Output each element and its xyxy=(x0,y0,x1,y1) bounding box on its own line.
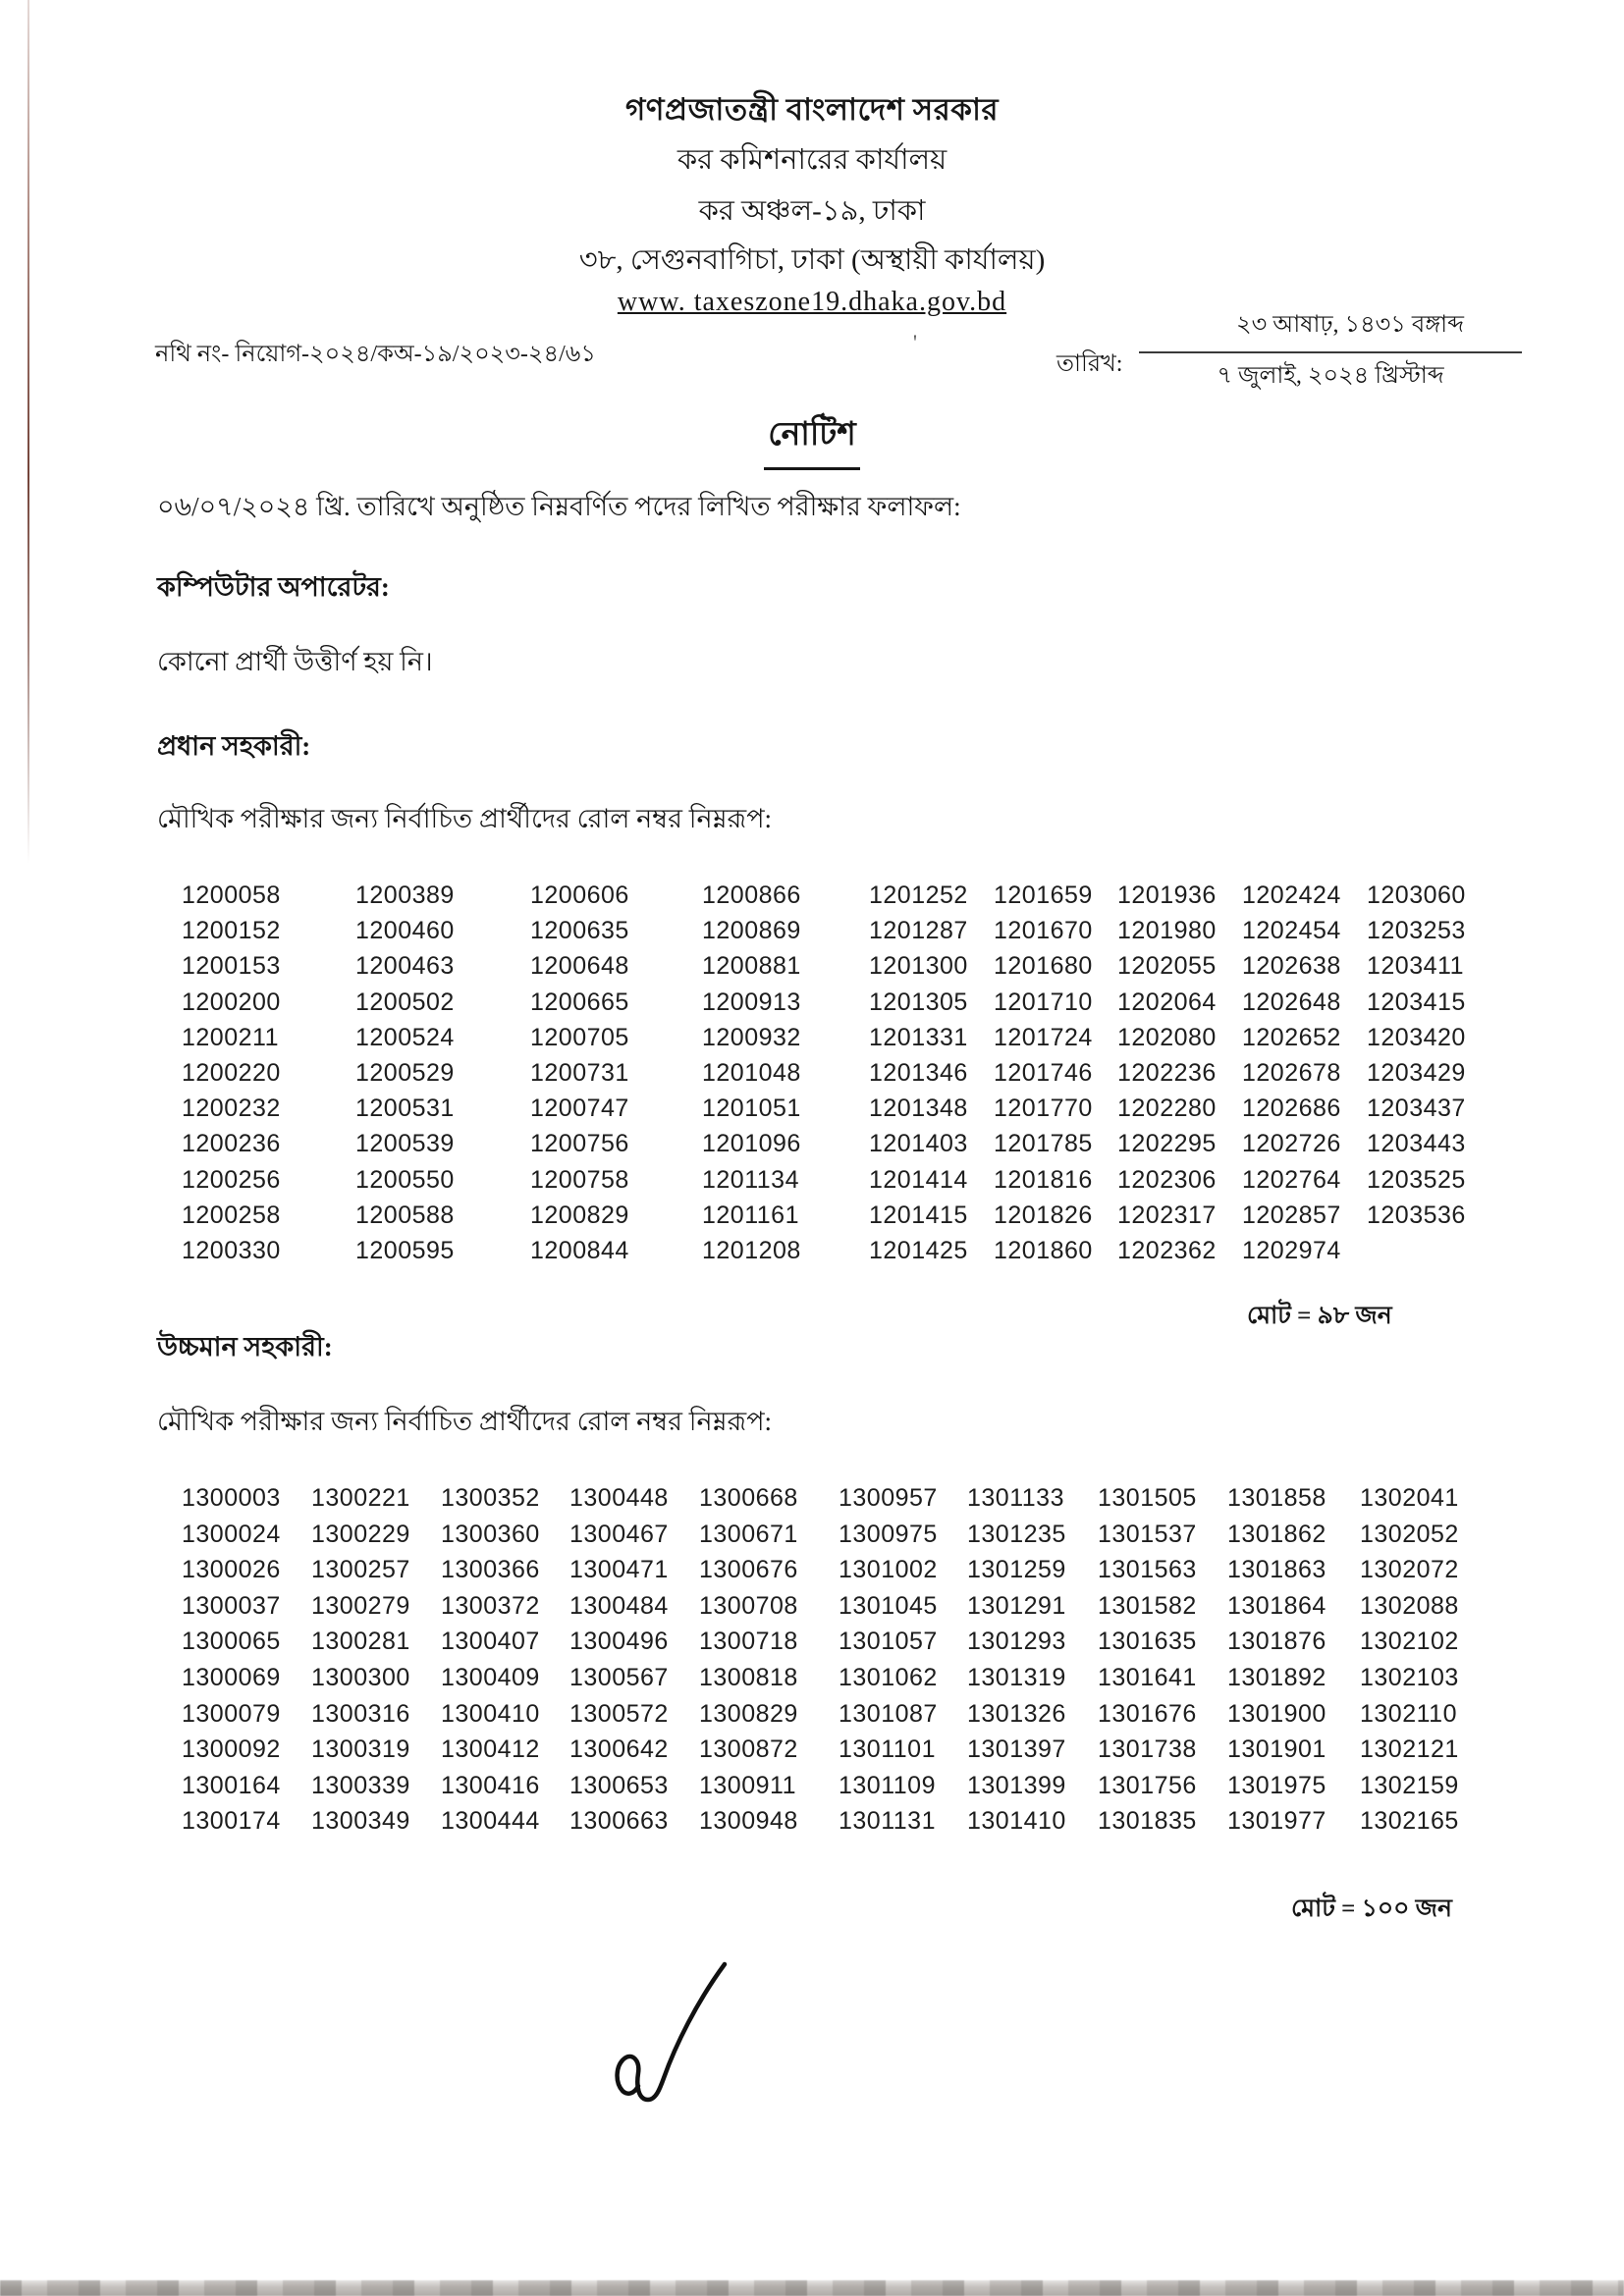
roll-number: 1300319 xyxy=(311,1735,410,1764)
roll-number: 1301862 xyxy=(1227,1520,1326,1548)
roll-number: 1300065 xyxy=(182,1628,281,1656)
section-heading-head-assistant: প্রধান সহকারী: xyxy=(157,731,311,761)
roll-number: 1202764 xyxy=(1242,1165,1341,1194)
roll-number: 1301537 xyxy=(1098,1520,1197,1548)
roll-number: 1300279 xyxy=(311,1591,410,1620)
roll-number: 1302041 xyxy=(1360,1484,1459,1512)
roll-number: 1200588 xyxy=(355,1201,455,1229)
roll-number: 1200058 xyxy=(182,881,281,909)
roll-number: 1301045 xyxy=(839,1591,938,1620)
roll-number: 1300829 xyxy=(699,1699,798,1728)
roll-number: 1300957 xyxy=(839,1484,938,1512)
roll-number: 1301977 xyxy=(1227,1807,1326,1836)
roll-number: 1301864 xyxy=(1227,1591,1326,1620)
roll-number: 1300003 xyxy=(182,1484,281,1512)
roll-number: 1300281 xyxy=(311,1628,410,1656)
roll-number: 1300069 xyxy=(182,1663,281,1691)
roll-number: 1300316 xyxy=(311,1699,410,1728)
roll-number: 1200913 xyxy=(702,988,801,1016)
roll-number: 1300407 xyxy=(441,1628,540,1656)
roll-number: 1203437 xyxy=(1367,1095,1466,1123)
roll-number: 1200932 xyxy=(702,1023,801,1051)
roll-number: 1300663 xyxy=(569,1807,669,1836)
roll-number: 1202306 xyxy=(1117,1165,1217,1194)
roll-number: 1200236 xyxy=(182,1130,281,1158)
roll-number: 1302165 xyxy=(1360,1807,1459,1836)
roll-number: 1300818 xyxy=(699,1663,798,1691)
roll-number: 1201300 xyxy=(869,952,968,981)
roll-number: 1201048 xyxy=(702,1058,801,1087)
roll-number: 1200747 xyxy=(530,1095,629,1123)
section-heading-upper-division-assistant: উচ্চমান সহকারী: xyxy=(157,1332,333,1362)
roll-number: 1200731 xyxy=(530,1058,629,1087)
roll-number: 1301738 xyxy=(1098,1735,1197,1764)
roll-number: 1301876 xyxy=(1227,1628,1326,1656)
roll-number: 1201770 xyxy=(994,1095,1093,1123)
roll-number: 1300718 xyxy=(699,1628,798,1656)
roll-number: 1300366 xyxy=(441,1556,540,1584)
roll-number: 1301975 xyxy=(1227,1771,1326,1799)
roll-number: 1201403 xyxy=(869,1130,968,1158)
roll-number: 1200258 xyxy=(182,1201,281,1229)
roll-number: 1300448 xyxy=(569,1484,669,1512)
roll-number: 1201252 xyxy=(869,881,968,909)
website-url: www. taxeszone19.dhaka.gov.bd xyxy=(617,287,1007,317)
roll-number: 1300410 xyxy=(441,1699,540,1728)
roll-number: 1300300 xyxy=(311,1663,410,1691)
roll-number: 1301863 xyxy=(1227,1556,1326,1584)
roll-number: 1300911 xyxy=(699,1771,796,1799)
roll-number: 1302052 xyxy=(1360,1520,1459,1548)
roll-number: 1200211 xyxy=(182,1023,279,1051)
roll-number: 1301319 xyxy=(967,1663,1066,1691)
roll-number: 1301062 xyxy=(839,1663,938,1691)
roll-number: 1203429 xyxy=(1367,1058,1466,1087)
roll-number: 1300164 xyxy=(182,1771,281,1799)
roll-number: 1200550 xyxy=(355,1165,455,1194)
roll-number: 1202080 xyxy=(1117,1023,1217,1051)
roll-number: 1300975 xyxy=(839,1520,938,1548)
roll-number: 1302072 xyxy=(1360,1556,1459,1584)
section-heading-computer-operator: কম্পিউটার অপারেটর: xyxy=(157,572,390,602)
roll-number: 1202317 xyxy=(1117,1201,1217,1229)
roll-number: 1301410 xyxy=(967,1807,1066,1836)
roll-number: 1300496 xyxy=(569,1628,669,1656)
roll-number: 1200463 xyxy=(355,952,455,981)
roll-number: 1200881 xyxy=(702,952,801,981)
roll-number: 1300668 xyxy=(699,1484,798,1512)
roll-number-table-upper-division-assistant xyxy=(182,1484,1470,1843)
roll-number: 1200389 xyxy=(355,881,455,909)
roll-number: 1202236 xyxy=(1117,1058,1217,1087)
roll-number: 1201051 xyxy=(702,1095,801,1123)
roll-number: 1301057 xyxy=(839,1628,938,1656)
roll-number: 1202857 xyxy=(1242,1201,1341,1229)
roll-number-table-head-assistant xyxy=(182,881,1475,1272)
roll-number: 1201710 xyxy=(994,988,1093,1016)
total-head-assistant: মোট = ৯৮ জন xyxy=(1247,1303,1392,1329)
selection-note-head-assistant: মৌখিক পরীক্ষার জন্য নির্বাচিত প্রার্থীদের রোল নম্বর নিম্নরূপ: xyxy=(157,804,773,833)
roll-number: 1203253 xyxy=(1367,917,1466,945)
roll-number: 1203536 xyxy=(1367,1201,1466,1229)
roll-number: 1200606 xyxy=(530,881,629,909)
scan-artifact-tick: ' xyxy=(913,330,917,354)
roll-number: 1301101 xyxy=(839,1735,936,1764)
roll-number: 1301858 xyxy=(1227,1484,1326,1512)
memo-number: নথি নং- নিয়োগ-২০২৪/কঅ-১৯/২০২৩-২৪/৬১ xyxy=(155,342,596,367)
roll-number: 1201331 xyxy=(869,1023,968,1051)
roll-number: 1201659 xyxy=(994,881,1093,909)
roll-number: 1300567 xyxy=(569,1663,669,1691)
roll-number: 1301131 xyxy=(839,1807,936,1836)
roll-number: 1301087 xyxy=(839,1699,938,1728)
roll-number: 1201305 xyxy=(869,988,968,1016)
selection-note-upper-division-assistant: মৌখিক পরীক্ষার জন্য নির্বাচিত প্রার্থীদের রোল নম্বর নিম্নরূপ: xyxy=(157,1407,773,1436)
roll-number: 1300257 xyxy=(311,1556,410,1584)
date-gregorian: ৭ জুলাই, ২০২৪ খ্রিস্টাব্দ xyxy=(1217,363,1444,389)
roll-number: 1300037 xyxy=(182,1591,281,1620)
roll-number: 1201746 xyxy=(994,1058,1093,1087)
signature-mark xyxy=(581,1958,729,2110)
roll-number: 1301259 xyxy=(967,1556,1066,1584)
roll-number: 1301397 xyxy=(967,1735,1066,1764)
roll-number: 1202974 xyxy=(1242,1236,1341,1264)
roll-number: 1300708 xyxy=(699,1591,798,1620)
roll-number: 1200200 xyxy=(182,988,281,1016)
roll-number: 1203415 xyxy=(1367,988,1466,1016)
roll-number: 1200665 xyxy=(530,988,629,1016)
roll-number: 1300676 xyxy=(699,1556,798,1584)
roll-number: 1301676 xyxy=(1098,1699,1197,1728)
roll-number: 1202280 xyxy=(1117,1095,1217,1123)
roll-number: 1202362 xyxy=(1117,1236,1217,1264)
roll-number: 1201670 xyxy=(994,917,1093,945)
government-name: গণপ্রজাতন্ত্রী বাংলাদেশ সরকার xyxy=(624,92,1000,127)
roll-number: 1201816 xyxy=(994,1165,1093,1194)
roll-number: 1202726 xyxy=(1242,1130,1341,1158)
roll-number: 1300948 xyxy=(699,1807,798,1836)
roll-number: 1202652 xyxy=(1242,1023,1341,1051)
roll-number: 1203060 xyxy=(1367,881,1466,909)
roll-number: 1202454 xyxy=(1242,917,1341,945)
roll-number: 1201346 xyxy=(869,1058,968,1087)
roll-number: 1200153 xyxy=(182,952,281,981)
roll-number: 1200460 xyxy=(355,917,455,945)
roll-number: 1203420 xyxy=(1367,1023,1466,1051)
roll-number: 1301835 xyxy=(1098,1807,1197,1836)
roll-number: 1302121 xyxy=(1360,1735,1459,1764)
roll-number: 1300221 xyxy=(311,1484,410,1512)
roll-number: 1202686 xyxy=(1242,1095,1341,1123)
roll-number: 1202295 xyxy=(1117,1130,1217,1158)
roll-number: 1202648 xyxy=(1242,988,1341,1016)
roll-number: 1200152 xyxy=(182,917,281,945)
roll-number: 1203525 xyxy=(1367,1165,1466,1194)
roll-number: 1200524 xyxy=(355,1023,455,1051)
roll-number: 1200256 xyxy=(182,1165,281,1194)
roll-number: 1200705 xyxy=(530,1023,629,1051)
roll-number: 1301635 xyxy=(1098,1628,1197,1656)
roll-number: 1201826 xyxy=(994,1201,1093,1229)
roll-number: 1200635 xyxy=(530,917,629,945)
roll-number: 1300872 xyxy=(699,1735,798,1764)
notice-title: নোটিশ xyxy=(0,408,1624,470)
tax-zone-name: কর অঞ্চল-১৯, ঢাকা xyxy=(698,195,926,227)
roll-number: 1202064 xyxy=(1117,988,1217,1016)
roll-number: 1300572 xyxy=(569,1699,669,1728)
roll-number: 1301756 xyxy=(1098,1771,1197,1799)
date-block xyxy=(1139,306,1522,397)
roll-number: 1301892 xyxy=(1227,1663,1326,1691)
roll-number: 1201415 xyxy=(869,1201,968,1229)
scan-artifact-bottom-band xyxy=(0,2280,1624,2296)
roll-number: 1300349 xyxy=(311,1807,410,1836)
roll-number: 1300467 xyxy=(569,1520,669,1548)
roll-number: 1301293 xyxy=(967,1628,1066,1656)
roll-number: 1300339 xyxy=(311,1771,410,1799)
roll-number: 1201414 xyxy=(869,1165,968,1194)
roll-number: 1201287 xyxy=(869,917,968,945)
roll-number: 1300642 xyxy=(569,1735,669,1764)
roll-number: 1200220 xyxy=(182,1058,281,1087)
roll-number: 1202424 xyxy=(1242,881,1341,909)
roll-number: 1301901 xyxy=(1227,1735,1326,1764)
roll-number: 1201860 xyxy=(994,1236,1093,1264)
roll-number: 1301563 xyxy=(1098,1556,1197,1584)
roll-number: 1300079 xyxy=(182,1699,281,1728)
roll-number: 1300671 xyxy=(699,1520,798,1548)
intro-text: ০৬/০৭/২০২৪ খ্রি. তারিখে অনুষ্ঠিত নিম্নবর্ণিত পদের লিখিত পরীক্ষার ফলাফল: xyxy=(157,492,961,521)
roll-number: 1300174 xyxy=(182,1807,281,1836)
roll-number: 1200330 xyxy=(182,1236,281,1264)
roll-number: 1200648 xyxy=(530,952,629,981)
roll-number: 1201724 xyxy=(994,1023,1093,1051)
roll-number: 1301900 xyxy=(1227,1699,1326,1728)
roll-number: 1300360 xyxy=(441,1520,540,1548)
roll-number: 1300024 xyxy=(182,1520,281,1548)
roll-number: 1302103 xyxy=(1360,1663,1459,1691)
roll-number: 1200595 xyxy=(355,1236,455,1264)
roll-number: 1300484 xyxy=(569,1591,669,1620)
roll-number: 1200756 xyxy=(530,1130,629,1158)
office-name: কর কমিশনারের কার্যালয় xyxy=(677,144,947,176)
roll-number: 1302102 xyxy=(1360,1628,1459,1656)
roll-number: 1201936 xyxy=(1117,881,1217,909)
roll-number: 1300352 xyxy=(441,1484,540,1512)
no-candidate-passed-note: কোনো প্রার্থী উত্তীর্ণ হয় নি। xyxy=(157,647,433,676)
date-label: তারিখ: xyxy=(1056,351,1123,377)
roll-number: 1201161 xyxy=(702,1201,799,1229)
roll-number: 1302088 xyxy=(1360,1591,1459,1620)
roll-number: 1200531 xyxy=(355,1095,455,1123)
roll-number: 1300444 xyxy=(441,1807,540,1836)
roll-number: 1301505 xyxy=(1098,1484,1197,1512)
roll-number: 1302159 xyxy=(1360,1771,1459,1799)
roll-number: 1201096 xyxy=(702,1130,801,1158)
date-bangla: ২৩ আষাঢ়, ১৪৩১ বঙ্গাব্দ xyxy=(1236,312,1464,338)
roll-number: 1201348 xyxy=(869,1095,968,1123)
roll-number: 1300409 xyxy=(441,1663,540,1691)
date-divider-line xyxy=(1139,351,1522,353)
roll-number: 1201980 xyxy=(1117,917,1217,945)
roll-number: 1301291 xyxy=(967,1591,1066,1620)
roll-number: 1300372 xyxy=(441,1591,540,1620)
roll-number: 1301002 xyxy=(839,1556,938,1584)
roll-number: 1201785 xyxy=(994,1130,1093,1158)
roll-number: 1300416 xyxy=(441,1771,540,1799)
signature-stroke xyxy=(581,1958,729,2106)
roll-number: 1300092 xyxy=(182,1735,281,1764)
roll-number: 1200844 xyxy=(530,1236,629,1264)
roll-number: 1301133 xyxy=(967,1484,1064,1512)
total-upper-division-assistant: মোট = ১০০ জন xyxy=(1291,1896,1452,1922)
roll-number: 1300026 xyxy=(182,1556,281,1584)
roll-number: 1300412 xyxy=(441,1735,540,1764)
office-address: ৩৮, সেগুনবাগিচা, ঢাকা (অস্থায়ী কার্যালয়) xyxy=(578,244,1046,276)
roll-number: 1300653 xyxy=(569,1771,669,1799)
roll-number: 1201208 xyxy=(702,1236,801,1264)
roll-number: 1202638 xyxy=(1242,952,1341,981)
roll-number: 1200529 xyxy=(355,1058,455,1087)
roll-number: 1200539 xyxy=(355,1130,455,1158)
roll-number: 1301109 xyxy=(839,1771,936,1799)
roll-number: 1300471 xyxy=(569,1556,669,1584)
roll-number: 1200866 xyxy=(702,881,801,909)
roll-number: 1301235 xyxy=(967,1520,1066,1548)
roll-number: 1301582 xyxy=(1098,1591,1197,1620)
roll-number: 1301399 xyxy=(967,1771,1066,1799)
roll-number: 1201134 xyxy=(702,1165,799,1194)
roll-number: 1302110 xyxy=(1360,1699,1457,1728)
roll-number: 1203443 xyxy=(1367,1130,1466,1158)
roll-number: 1300229 xyxy=(311,1520,410,1548)
roll-number: 1301326 xyxy=(967,1699,1066,1728)
roll-number: 1200232 xyxy=(182,1095,281,1123)
roll-number: 1201680 xyxy=(994,952,1093,981)
roll-number: 1200502 xyxy=(355,988,455,1016)
roll-number: 1202055 xyxy=(1117,952,1217,981)
roll-number: 1200869 xyxy=(702,917,801,945)
roll-number: 1201425 xyxy=(869,1236,968,1264)
roll-number: 1203411 xyxy=(1367,952,1464,981)
roll-number: 1200829 xyxy=(530,1201,629,1229)
roll-number: 1200758 xyxy=(530,1165,629,1194)
roll-number: 1202678 xyxy=(1242,1058,1341,1087)
roll-number: 1301641 xyxy=(1098,1663,1197,1691)
